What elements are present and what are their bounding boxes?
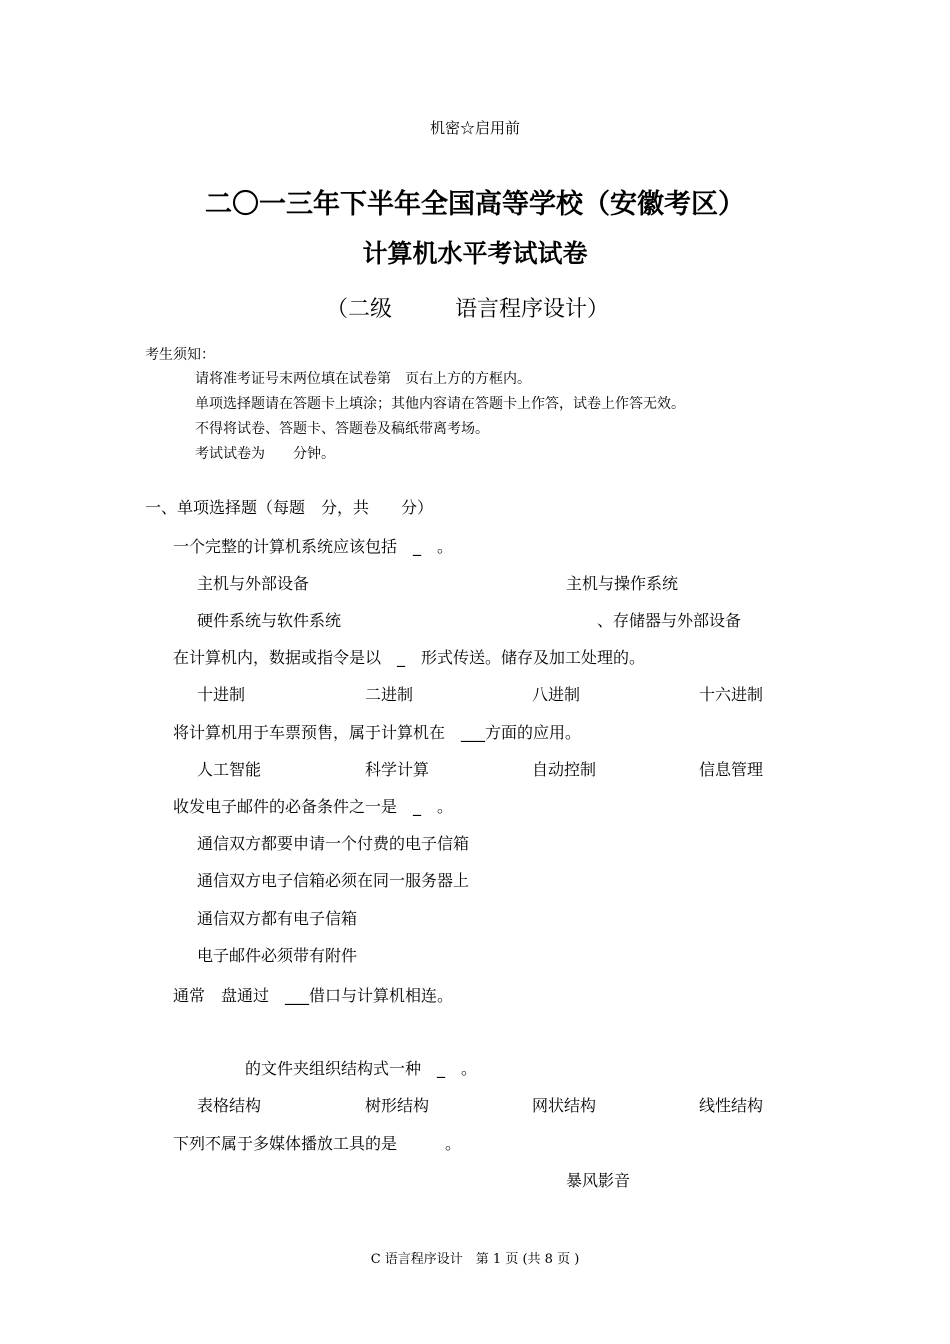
question-stem: 在计算机内，数据或指令是以 _ 形式传送。储存及加工处理的。 bbox=[173, 648, 646, 667]
subtitle-course: 语言程序设计） bbox=[455, 297, 610, 322]
option-b: 科学计算 bbox=[365, 760, 430, 779]
page-footer: C 语言程序设计 第 1 页 (共 8 页 ) bbox=[370, 1252, 580, 1267]
option-c: 自动控制 bbox=[532, 760, 597, 779]
option-d: 十六进制 bbox=[699, 685, 764, 704]
confidential-label: 机密☆启用前 bbox=[429, 119, 520, 137]
option-b: 树形结构 bbox=[365, 1096, 430, 1115]
option-c: 硬件系统与软件系统 bbox=[197, 611, 342, 630]
option-a: 主机与外部设备 bbox=[197, 574, 310, 593]
notice-item: 考试试卷为 分钟。 bbox=[195, 446, 335, 462]
notice-heading: 考生须知： bbox=[145, 347, 215, 363]
subtitle-level: （二级 bbox=[326, 297, 393, 322]
question-stem: 的文件夹组织结构式一种 _ 。 bbox=[245, 1059, 478, 1078]
question-stem: 一个完整的计算机系统应该包括 _ 。 bbox=[173, 537, 454, 556]
option-b: 主机与操作系统 bbox=[566, 574, 679, 593]
option-a: 人工智能 bbox=[197, 760, 262, 779]
option-b: 二进制 bbox=[365, 685, 414, 704]
option-b: 暴风影音 bbox=[566, 1171, 631, 1190]
notice-item: 请将准考证号末两位填在试卷第 页右上方的方框内。 bbox=[195, 371, 531, 387]
notice-item: 不得将试卷、答题卡、答题卷及稿纸带离考场。 bbox=[195, 421, 489, 437]
notice-item: 单项选择题请在答题卡上填涂；其他内容请在答题卡上作答，试卷上作答无效。 bbox=[195, 396, 685, 412]
option-d: 线性结构 bbox=[699, 1096, 764, 1115]
exam-title: 二〇一三年下半年全国高等学校（安徽考区） bbox=[205, 189, 745, 220]
option-d: 、存储器与外部设备 bbox=[597, 611, 742, 630]
question-stem: 通常 盘通过 ___借口与计算机相连。 bbox=[173, 986, 454, 1005]
option-d: 电子邮件必须带有附件 bbox=[197, 946, 358, 965]
option-c: 八进制 bbox=[532, 685, 581, 704]
option-c: 网状结构 bbox=[532, 1096, 597, 1115]
section-heading: 一、单项选择题（每题 分，共 分） bbox=[145, 498, 434, 517]
question-stem: 收发电子邮件的必备条件之一是 _ 。 bbox=[173, 797, 454, 816]
question-stem: 将计算机用于车票预售，属于计算机在 ___方面的应用。 bbox=[173, 723, 582, 742]
option-a: 通信双方都要申请一个付费的电子信箱 bbox=[197, 834, 470, 853]
question-stem: 下列不属于多媒体播放工具的是 。 bbox=[173, 1134, 462, 1153]
option-a: 十进制 bbox=[197, 685, 246, 704]
option-a: 表格结构 bbox=[197, 1096, 262, 1115]
option-b: 通信双方电子信箱必须在同一服务器上 bbox=[197, 871, 470, 890]
exam-title-line2: 计算机水平考试试卷 bbox=[362, 239, 588, 268]
option-c: 通信双方都有电子信箱 bbox=[197, 909, 358, 928]
option-d: 信息管理 bbox=[699, 760, 764, 779]
